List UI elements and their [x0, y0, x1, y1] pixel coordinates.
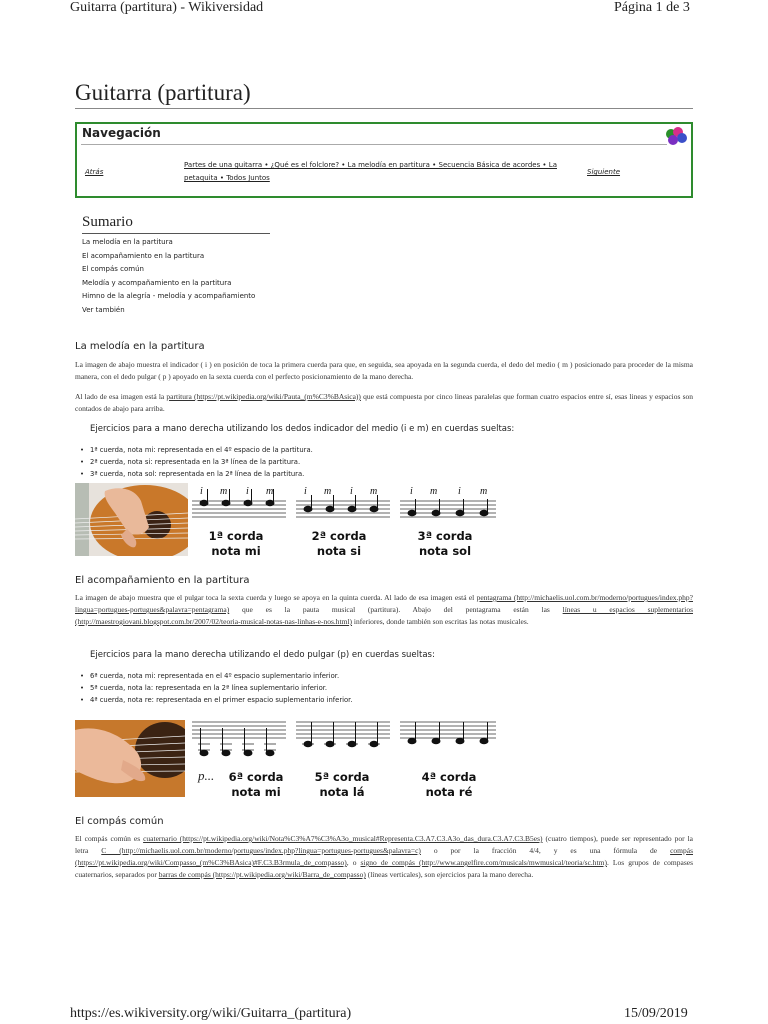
s1-paragraph-1: La imagen de abajo muestra el indicador ( i ) en posición de toca la primera cuerda para que, en seguida, sea apoyada en la segunda cuerda, el dedo del medio ( m ) posicionado para proceder de la misma manera, con el dedo pulgar ( p ) apoyado en la sexta cuerda con el perfecto posicionamiento de la mano derecha. — [75, 360, 693, 381]
toc-item[interactable]: La melodía en la partitura — [82, 238, 173, 246]
caption-line: 5ª corda — [314, 770, 370, 784]
nav-links-line1[interactable]: Partes de una guitarra • ¿Qué es el folclore? • La melodía en partitura • Secuencia Básica de acordes • La — [184, 161, 557, 169]
s1-caption-3 — [390, 529, 500, 559]
s1-caption-2 — [284, 529, 394, 559]
finger-label: m — [480, 486, 488, 497]
cuaternario-link[interactable]: cuaternario (https://pt.wikipedia.org/wiki/Nota%C3%A7%C3%A3o_musical#Representa.C3.A7.C3.A3o_das_dura.C3.A7.C3.B5es) — [143, 834, 543, 843]
guitar-hand-photo-2 — [75, 720, 185, 797]
s1-bullet-list — [80, 444, 313, 480]
s1-paragraph-2 — [75, 391, 693, 415]
letra-c-link[interactable]: C (http://michaelis.uol.com.br/moderno/portugues/index.php?lingua=portugues-portugues&palavra=c) — [101, 846, 421, 855]
barras-de-compas-link[interactable]: barras de compás (https://pt.wikipedia.org/wiki/Barra_de_compasso) — [158, 870, 366, 879]
caption-line: nota si — [316, 544, 362, 558]
finger-label: i — [200, 486, 203, 497]
list-item: • 1ª cuerda, nota mi: representada en el 4º espacio de la partitura. — [80, 444, 313, 456]
s2-text-a: La imagen de abajo muestra que el pulgar toca la sexta cuerda y luego se apoya en la quinta cuerda. Al lado de esa imagen está el — [75, 593, 477, 602]
s3-text: (líneas verticales), son ejercicios para la mano derecha. — [365, 870, 534, 879]
s3-text: , o — [346, 858, 361, 867]
caption-line: nota sol — [418, 544, 472, 558]
list-item: • 3ª cuerda, nota sol: representada en la 2ª línea de la partitura. — [80, 468, 313, 480]
section-heading-compas: El compás común — [75, 816, 164, 827]
list-item: • 4ª cuerda, nota re: representada en el primer espacio suplementario inferior. — [80, 694, 353, 706]
compas-link[interactable]: compás (https://pt.wikipedia.org/wiki/Compasso_(m%C3%BAsica)#F.C3.B3rmula_de_compasso) — [75, 846, 693, 867]
section-heading-acompanamiento: El acompañamiento en la partitura — [75, 575, 250, 586]
finger-label: i — [304, 486, 307, 497]
toc-item[interactable]: Ver también — [82, 306, 125, 314]
caption-line: nota ré — [425, 785, 473, 799]
s2-bullet-list — [80, 670, 353, 706]
navigation-box — [75, 122, 693, 198]
navigation-heading: Navegación — [82, 126, 161, 140]
guitar-hand-photo-1 — [75, 483, 188, 556]
s1-exercise-heading: Ejercicios para a mano derecha utilizando los dedos indicador del medio (i e m) en cuerdas sueltas: — [90, 424, 515, 434]
s2-caption-2 — [287, 770, 397, 800]
page-number: Página 1 de 3 — [614, 0, 690, 15]
s3-text: (cuatro tiempos), puede ser representado por la letra — [75, 834, 694, 855]
s1-p2-text-a: Al lado de esa imagen está la — [75, 392, 167, 401]
toc-item[interactable]: El compás común — [82, 265, 144, 273]
s3-paragraph-1 — [75, 833, 693, 881]
s2-paragraph-1 — [75, 592, 693, 628]
caption-line: nota mi — [211, 544, 261, 558]
toc-item[interactable]: Melodía y acompañamiento en la partitura — [82, 279, 232, 287]
list-item: • 2ª cuerda, nota si: representada en la 3ª línea de la partitura. — [80, 456, 313, 468]
finger-label: m — [220, 486, 228, 497]
navigation-logo-icon — [663, 126, 689, 146]
list-item: • 6ª cuerda, nota mi: representada en el 4º espacio suplementario inferior. — [80, 670, 353, 682]
title-divider — [75, 108, 693, 109]
caption-line: nota lá — [319, 785, 365, 799]
pulgar-mark: p... — [198, 768, 215, 783]
s1-caption-1 — [181, 529, 291, 559]
finger-label: m — [324, 486, 332, 497]
toc-divider — [82, 233, 270, 234]
footer-url: https://es.wikiversity.org/wiki/Guitarra_(partitura) — [70, 1006, 352, 1021]
caption-line: 3ª corda — [417, 529, 473, 543]
article-title: Guitarra (partitura) — [75, 80, 251, 105]
footer-date: 15/09/2019 — [624, 1006, 688, 1021]
finger-label: i — [246, 486, 249, 497]
finger-label: m — [430, 486, 438, 497]
navigation-divider — [81, 144, 667, 145]
pentagrama-link[interactable]: pentagrama (http://michaelis.uol.com.br/moderno/portugues/index.php?lingua=portugues-portugues&palavra=pentagrama) — [75, 593, 693, 614]
s3-text: o por la fracción 4/4, y es una fórmula de — [420, 846, 671, 855]
signo-de-compas-link[interactable]: signo de compás (http://www.angelfire.com/musicals/mwmusical/teoria/sc.htm) — [360, 858, 607, 867]
finger-label: i — [410, 486, 413, 497]
toc-item[interactable]: El acompañamiento en la partitura — [82, 252, 205, 260]
page-header-title: Guitarra (partitura) - Wikiversidad — [70, 0, 264, 15]
caption-line: 2ª corda — [311, 529, 367, 543]
finger-label: m — [370, 486, 378, 497]
list-item: • 5ª cuerda, nota la: representada en la 2ª línea suplementario inferior. — [80, 682, 353, 694]
nav-links-line2[interactable]: petaquita • Todos Juntos — [184, 174, 270, 182]
finger-label: m — [266, 486, 274, 497]
caption-line: nota mi — [231, 785, 281, 799]
section-heading-melodia: La melodía en la partitura — [75, 341, 205, 352]
s1-p2-text-b: que está compuesta por cinco lineas paralelas que forman cuatro espacios entre sí, esas lineas y espacios son contados de abajo para arriba. — [75, 392, 694, 413]
s2-text-c: inferiores, donde también son escritas las notas musicales. — [352, 617, 529, 626]
staff-figure-1 — [190, 485, 500, 525]
lineas-suplementarios-link[interactable]: líneas u espacios suplementarios (http://maestrogiovani.blogspot.com.br/2007/02/teoria-musical-notas-nas-linhas-e-nos.html) — [75, 605, 693, 626]
caption-line: 6ª corda — [228, 770, 284, 784]
finger-label: i — [458, 486, 461, 497]
nav-next-link[interactable]: Siguiente — [587, 168, 621, 176]
toc-title: Sumario — [82, 214, 133, 230]
caption-line: 4ª corda — [421, 770, 477, 784]
staff-figure-2 — [190, 718, 500, 768]
s3-text: . Los grupos de compases cuaternarios, separados por — [75, 858, 694, 879]
s2-exercise-heading: Ejercicios para la mano derecha utilizando el dedo pulgar (p) en cuerdas sueltas: — [90, 650, 435, 660]
s2-caption-3 — [394, 770, 504, 800]
partitura-link[interactable]: partitura (https://pt.wikipedia.org/wiki/Pauta_(m%C3%BAsica)) — [166, 392, 361, 401]
finger-label: i — [350, 486, 353, 497]
toc-item[interactable]: Himno de la alegría - melodía y acompañamiento — [82, 292, 256, 300]
nav-back-link[interactable]: Atrás — [85, 168, 104, 176]
s3-text: El compás común es — [75, 834, 144, 843]
s2-text-b: que es la pauta musical (partitura). Abajo del pentagrama están las — [229, 605, 563, 614]
caption-line: 1ª corda — [208, 529, 264, 543]
